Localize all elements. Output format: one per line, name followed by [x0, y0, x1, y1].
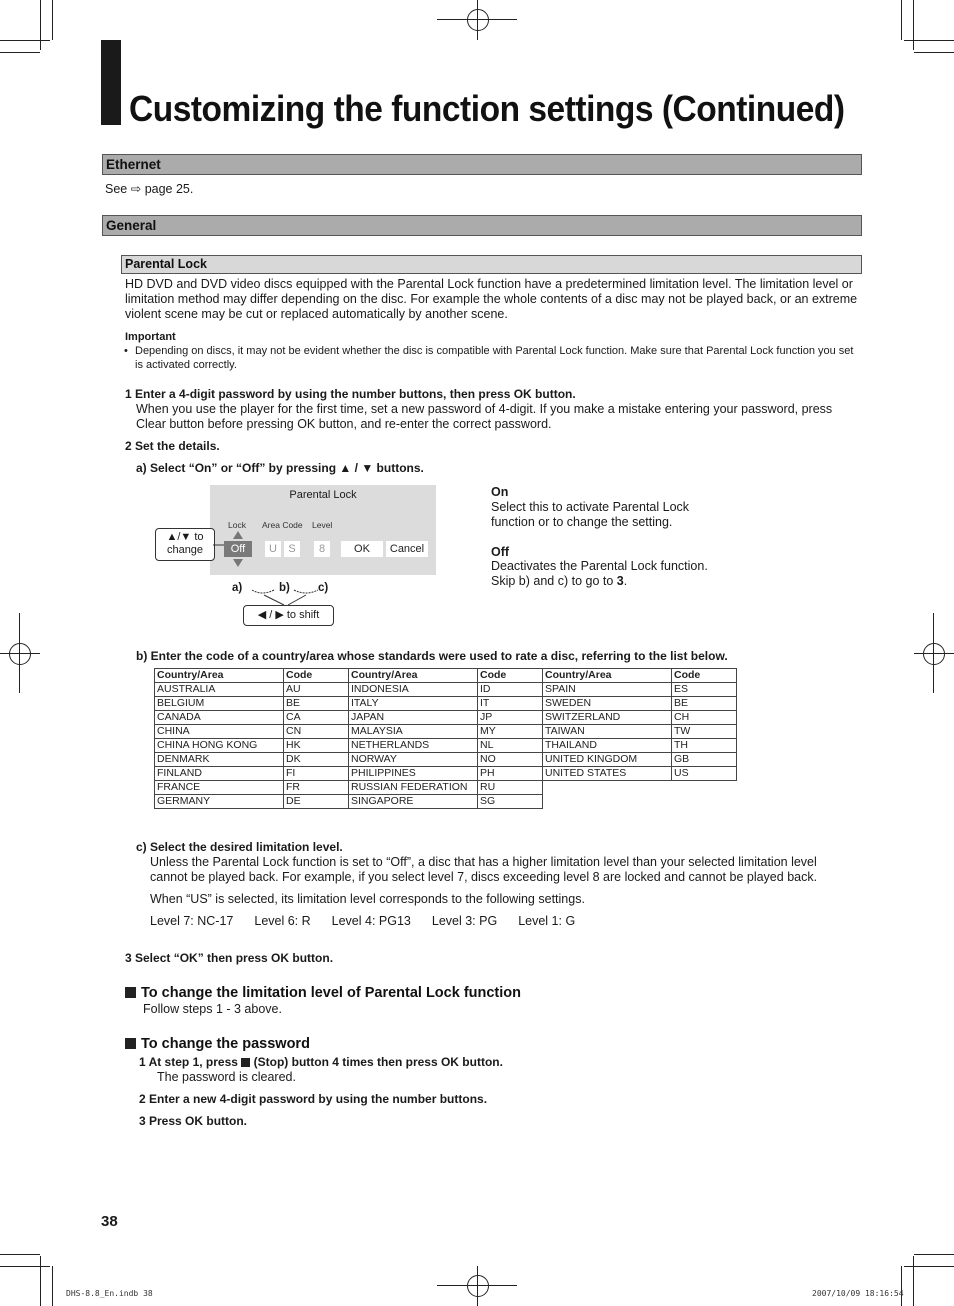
change-password-step1-text: The password is cleared. — [157, 1070, 296, 1084]
country-code-cell: HK — [284, 739, 349, 753]
country-code-cell: FR — [284, 781, 349, 795]
country-name-cell: SINGAPORE — [349, 795, 478, 809]
country-code-cell: ID — [478, 683, 543, 697]
square-bullet-icon — [125, 987, 136, 998]
important-bullet: • — [124, 345, 128, 357]
country-name-cell: SWITZERLAND — [543, 711, 672, 725]
level-item: Level 4: PG13 — [331, 914, 411, 928]
triangle-up-icon: ▲ — [339, 461, 352, 475]
table-header: Country/Area — [349, 669, 478, 683]
country-code-cell: BE — [284, 697, 349, 711]
country-name-cell: MALAYSIA — [349, 725, 478, 739]
country-name-cell: JAPAN — [349, 711, 478, 725]
country-code-cell: CN — [284, 725, 349, 739]
subsection-heading-parental-lock: Parental Lock — [121, 255, 862, 274]
country-code-cell: US — [672, 767, 737, 781]
osd-lock-value[interactable]: Off — [224, 541, 252, 557]
country-name-cell: RUSSIAN FEDERATION — [349, 781, 478, 795]
country-name-cell: AUSTRALIA — [155, 683, 284, 697]
country-code-cell: GB — [672, 753, 737, 767]
step2c-text: Unless the Parental Lock function is set to “Off”, a disc that has a higher limitation level than your selected limitation level cannot be played back. For example, if you select level 7, discs exceeding level 8 are locked and cannot be played back. — [150, 855, 818, 884]
country-code-cell: MY — [478, 725, 543, 739]
table-header-row — [155, 669, 737, 683]
osd-level-label: Level — [312, 520, 333, 530]
country-name-cell: CHINA HONG KONG — [155, 739, 284, 753]
country-code-cell: CA — [284, 711, 349, 725]
country-code-cell: IT — [478, 697, 543, 711]
country-code-cell: DK — [284, 753, 349, 767]
country-name-cell: GERMANY — [155, 795, 284, 809]
see-page-ref: page 25. — [144, 182, 194, 196]
osd-lock-label: Lock — [228, 520, 246, 530]
country-name-cell: NETHERLANDS — [349, 739, 478, 753]
osd-title: Parental Lock — [289, 489, 357, 501]
country-name-cell: DENMARK — [155, 753, 284, 767]
step1-text: When you use the player for the first time, set a new password of 4-digit. If you make a mistake entering your password, press Clear button before pressing OK button, and re-enter the correct password. — [136, 402, 833, 431]
table-row — [155, 697, 737, 711]
triangle-down-icon — [233, 559, 243, 567]
change-level-heading — [125, 985, 521, 1001]
osd-area-code-digit-1[interactable]: U — [265, 541, 281, 557]
parental-lock-intro: HD DVD and DVD video discs equipped with the Parental Lock function have a predetermined limitation level. The limitation level or limitation method may differ depending on the disc. For example the whole contents of a disc may not be played back, or an extreme violent scene may be cut or replaced automatically by another scene. — [125, 277, 858, 321]
slash: / — [354, 461, 358, 475]
marker-b: b) — [279, 582, 290, 594]
page-number: 38 — [101, 1213, 118, 1230]
country-code-cell: DE — [284, 795, 349, 809]
empty-cell — [543, 781, 672, 795]
section-heading-ethernet: Ethernet — [102, 154, 862, 175]
level-item: Level 1: G — [518, 914, 576, 928]
country-code-cell: ES — [672, 683, 737, 697]
shift-arrows-diagram — [248, 584, 328, 606]
up-down-arrows-icon: ▲/▼ — [166, 531, 192, 543]
change-password-step1-suffix: (Stop) button 4 times then press OK button. — [253, 1055, 503, 1069]
country-code-cell: AU — [284, 683, 349, 697]
step2a-prefix: a) Select “On” or “Off” by pressing — [136, 461, 337, 475]
empty-cell — [672, 795, 737, 809]
change-password-step3: 3 Press OK button. — [139, 1114, 248, 1128]
osd-level-value[interactable]: 8 — [314, 541, 330, 557]
country-code-cell: NL — [478, 739, 543, 753]
off-text-2 — [491, 574, 627, 589]
country-name-cell: UNITED STATES — [543, 767, 672, 781]
country-name-cell: NORWAY — [349, 753, 478, 767]
country-name-cell: SWEDEN — [543, 697, 672, 711]
table-header: Code — [672, 669, 737, 683]
level-item: Level 7: NC-17 — [150, 914, 234, 928]
osd-cancel-button[interactable]: Cancel — [386, 541, 428, 557]
step2a-title — [136, 461, 424, 476]
callout-pointer — [213, 540, 225, 550]
change-password-step2: 2 Enter a new 4-digit password by using the number buttons. — [139, 1092, 488, 1106]
step3-title: 3 Select “OK” then press OK button. — [125, 951, 334, 965]
print-slug-left: DHS-8.8_En.indb 38 — [66, 1289, 153, 1298]
arrow-right-icon: ⇨ — [130, 182, 142, 196]
step2b-title: b) Enter the code of a country/area whose standards were used to rate a disc, referring to the list below. — [136, 649, 728, 663]
country-name-cell: TAIWAN — [543, 725, 672, 739]
callout-change — [155, 528, 215, 561]
empty-cell — [672, 781, 737, 795]
step2-title: 2 Set the details. — [125, 439, 220, 453]
step2c-us-note: When “US” is selected, its limitation level corresponds to the following settings. — [150, 892, 585, 906]
country-code-cell: TH — [672, 739, 737, 753]
country-code-cell: JP — [478, 711, 543, 725]
table-row — [155, 795, 737, 809]
square-bullet-icon — [125, 1038, 136, 1049]
page-title: Customizing the function settings (Continued) — [129, 88, 845, 129]
stop-icon — [241, 1058, 250, 1067]
title-bar-decoration — [101, 40, 121, 125]
off-text-2-prefix: Skip b) and c) to go to — [491, 574, 614, 588]
country-code-table — [154, 668, 737, 809]
step2a-suffix: buttons. — [376, 461, 424, 475]
country-code-cell: FI — [284, 767, 349, 781]
osd-area-code-digit-2[interactable]: S — [284, 541, 300, 557]
callout-change-to: to — [194, 531, 204, 543]
step1-title: 1 Enter a 4-digit password by using the number buttons, then press OK button. — [125, 387, 576, 401]
marker-c: c) — [318, 582, 329, 594]
change-password-heading-text: To change the password — [141, 1036, 310, 1052]
callout-change-text: change — [166, 544, 204, 556]
print-slug-right: 2007/10/09 18:16:54 — [812, 1289, 904, 1298]
table-row — [155, 781, 737, 795]
levels-list — [150, 914, 575, 929]
important-label: Important — [125, 331, 176, 343]
table-header: Country/Area — [155, 669, 284, 683]
country-name-cell: UNITED KINGDOM — [543, 753, 672, 767]
country-code-cell: TW — [672, 725, 737, 739]
off-text-2-suffix: . — [623, 574, 628, 588]
osd-ok-button[interactable]: OK — [341, 541, 383, 557]
triangle-up-icon — [233, 531, 243, 539]
table-header: Code — [478, 669, 543, 683]
country-name-cell: CHINA — [155, 725, 284, 739]
change-password-step1 — [139, 1055, 503, 1070]
country-name-cell: THAILAND — [543, 739, 672, 753]
table-header: Country/Area — [543, 669, 672, 683]
country-name-cell: PHILIPPINES — [349, 767, 478, 781]
level-item: Level 3: PG — [431, 914, 498, 928]
on-text-2: function or to change the setting. — [491, 515, 673, 529]
ethernet-see-page — [105, 182, 193, 197]
table-row — [155, 767, 737, 781]
table-row — [155, 725, 737, 739]
table-row — [155, 711, 737, 725]
country-name-cell: INDONESIA — [349, 683, 478, 697]
table-row — [155, 753, 737, 767]
osd-area-code-label: Area Code — [262, 520, 303, 530]
level-item: Level 6: R — [254, 914, 311, 928]
important-text: Depending on discs, it may not be evident whether the disc is compatible with Parental Lock function. Make sure that Parental Lock function you set is activated correctly. — [135, 345, 854, 371]
country-name-cell: CANADA — [155, 711, 284, 725]
country-code-cell: PH — [478, 767, 543, 781]
country-name-cell: FINLAND — [155, 767, 284, 781]
off-title: Off — [491, 545, 510, 559]
country-name-cell: SPAIN — [543, 683, 672, 697]
country-code-cell: RU — [478, 781, 543, 795]
country-code-cell: NO — [478, 753, 543, 767]
empty-cell — [543, 795, 672, 809]
country-name-cell: BELGIUM — [155, 697, 284, 711]
change-password-heading — [125, 1036, 310, 1052]
section-heading-general: General — [102, 215, 862, 236]
on-text-1: Select this to activate Parental Lock — [491, 500, 690, 514]
off-text-2-step: 3 — [616, 574, 624, 588]
step2c-title: c) Select the desired limitation level. — [136, 840, 343, 854]
off-text-1: Deactivates the Parental Lock function. — [491, 559, 708, 573]
change-level-heading-text: To change the limitation level of Parental Lock function — [141, 985, 522, 1001]
country-code-cell: CH — [672, 711, 737, 725]
on-title: On — [491, 485, 509, 499]
country-code-cell: SG — [478, 795, 543, 809]
change-password-step1-prefix: 1 At step 1, press — [139, 1055, 238, 1069]
table-row — [155, 739, 737, 753]
country-name-cell: FRANCE — [155, 781, 284, 795]
change-level-text: Follow steps 1 - 3 above. — [143, 1002, 282, 1016]
table-header: Code — [284, 669, 349, 683]
marker-a: a) — [232, 582, 243, 594]
country-code-cell: BE — [672, 697, 737, 711]
country-name-cell: ITALY — [349, 697, 478, 711]
triangle-down-icon: ▼ — [361, 461, 374, 475]
table-row — [155, 683, 737, 697]
callout-shift: ◀ / ▶ to shift — [243, 605, 334, 626]
see-label: See — [105, 182, 128, 196]
